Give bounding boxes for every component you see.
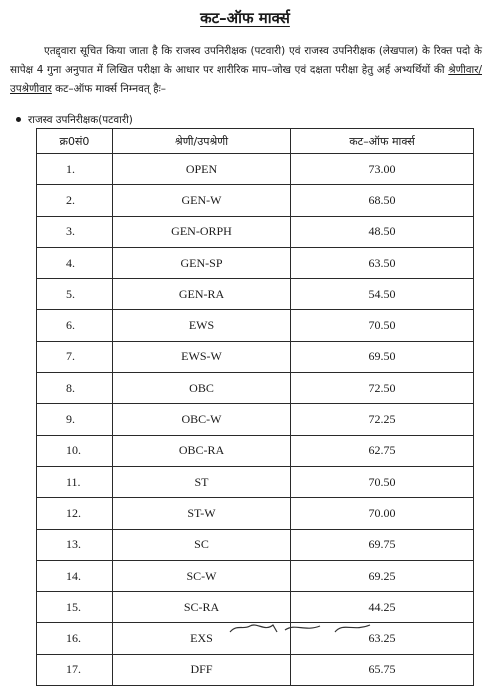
category-cell: EWS xyxy=(113,310,291,341)
cutoff-marks-cell: 69.75 xyxy=(291,529,474,560)
serial-cell: 15. xyxy=(37,592,113,623)
cutoff-marks-cell: 44.25 xyxy=(291,592,474,623)
serial-cell: 4. xyxy=(37,247,113,278)
serial-cell: 16. xyxy=(37,623,113,654)
category-cell: GEN-W xyxy=(113,185,291,216)
table-row xyxy=(37,529,474,560)
cutoff-marks-cell: 73.00 xyxy=(291,154,474,185)
category-cell: SC-RA xyxy=(113,592,291,623)
table-row xyxy=(37,404,474,435)
serial-cell: 6. xyxy=(37,310,113,341)
serial-cell: 1. xyxy=(37,154,113,185)
cutoff-marks-cell: 69.25 xyxy=(291,560,474,591)
header-serial: क्र0सं0 xyxy=(37,129,113,154)
serial-cell: 2. xyxy=(37,185,113,216)
cutoff-marks-cell: 72.50 xyxy=(291,373,474,404)
table-row xyxy=(37,310,474,341)
bullet-icon xyxy=(16,117,21,122)
cutoff-marks-cell: 70.00 xyxy=(291,498,474,529)
cutoff-marks-cell: 48.50 xyxy=(291,216,474,247)
section-label-text: राजस्व उपनिरीक्षक(पटवारी) xyxy=(28,114,133,126)
table-row xyxy=(37,216,474,247)
cutoff-marks-cell: 70.50 xyxy=(291,310,474,341)
category-cell: OBC-W xyxy=(113,404,291,435)
cutoff-marks-cell: 72.25 xyxy=(291,404,474,435)
category-cell: OBC xyxy=(113,373,291,404)
table-row xyxy=(37,498,474,529)
header-category: श्रेणी/उपश्रेणी xyxy=(113,129,291,154)
intro-underlined-text: श्रेणीवार/उपश्रेणीवार xyxy=(10,64,482,95)
intro-text: एतद्द्वारा सूचित किया जाता है कि राजस्व उपनिरीक्षक (पटवारी) एवं राजस्व उपनिरीक्षक (लेखपाल) के रिक्त पदो के सापेक्ष 4 गुना अनुपात में लिखित परीक्षा के आधार पर शारीरिक माप–जोख एवं दक्षता परीक्षा हेतु अर्ह अभ्यर्थियों की xyxy=(10,45,482,76)
category-cell: EXS xyxy=(113,623,291,654)
table-row xyxy=(37,185,474,216)
signature-mark xyxy=(225,620,375,633)
cutoff-marks-cell: 62.75 xyxy=(291,435,474,466)
table-header-row xyxy=(37,129,474,154)
page-title: कट–ऑफ मार्क्स xyxy=(200,9,290,27)
table-row xyxy=(37,466,474,497)
serial-cell: 11. xyxy=(37,466,113,497)
category-cell: GEN-SP xyxy=(113,247,291,278)
section-label xyxy=(16,113,133,127)
header-cutoff-marks: कट–ऑफ मार्क्स xyxy=(291,129,474,154)
serial-cell: 5. xyxy=(37,279,113,310)
serial-cell: 14. xyxy=(37,560,113,591)
table-row xyxy=(37,435,474,466)
category-cell: ST-W xyxy=(113,498,291,529)
cutoff-marks-cell: 54.50 xyxy=(291,279,474,310)
table-row xyxy=(37,279,474,310)
serial-cell: 13. xyxy=(37,529,113,560)
table-row xyxy=(37,592,474,623)
serial-cell: 12. xyxy=(37,498,113,529)
category-cell: OPEN xyxy=(113,154,291,185)
serial-cell: 3. xyxy=(37,216,113,247)
serial-cell: 10. xyxy=(37,435,113,466)
table-row xyxy=(37,654,474,685)
table-row xyxy=(37,247,474,278)
table-row xyxy=(37,373,474,404)
table-row xyxy=(37,341,474,372)
serial-cell: 8. xyxy=(37,373,113,404)
cutoff-marks-cell: 69.50 xyxy=(291,341,474,372)
category-cell: DFF xyxy=(113,654,291,685)
intro-text-end: कट–ऑफ मार्क्स निम्नवत् हैः– xyxy=(51,83,166,95)
category-cell: OBC-RA xyxy=(113,435,291,466)
cutoff-table xyxy=(36,128,474,686)
cutoff-marks-cell: 63.50 xyxy=(291,247,474,278)
category-cell: GEN-RA xyxy=(113,279,291,310)
category-cell: ST xyxy=(113,466,291,497)
cutoff-marks-cell: 65.75 xyxy=(291,654,474,685)
cutoff-marks-cell: 70.50 xyxy=(291,466,474,497)
category-cell: SC-W xyxy=(113,560,291,591)
category-cell: EWS-W xyxy=(113,341,291,372)
table-row xyxy=(37,154,474,185)
serial-cell: 7. xyxy=(37,341,113,372)
serial-cell: 9. xyxy=(37,404,113,435)
category-cell: GEN-ORPH xyxy=(113,216,291,247)
cutoff-marks-cell: 68.50 xyxy=(291,185,474,216)
category-cell: SC xyxy=(113,529,291,560)
cutoff-marks-cell: 63.25 xyxy=(291,623,474,654)
table-body xyxy=(37,154,474,686)
table-row xyxy=(37,560,474,591)
serial-cell: 17. xyxy=(37,654,113,685)
intro-paragraph xyxy=(10,42,482,99)
